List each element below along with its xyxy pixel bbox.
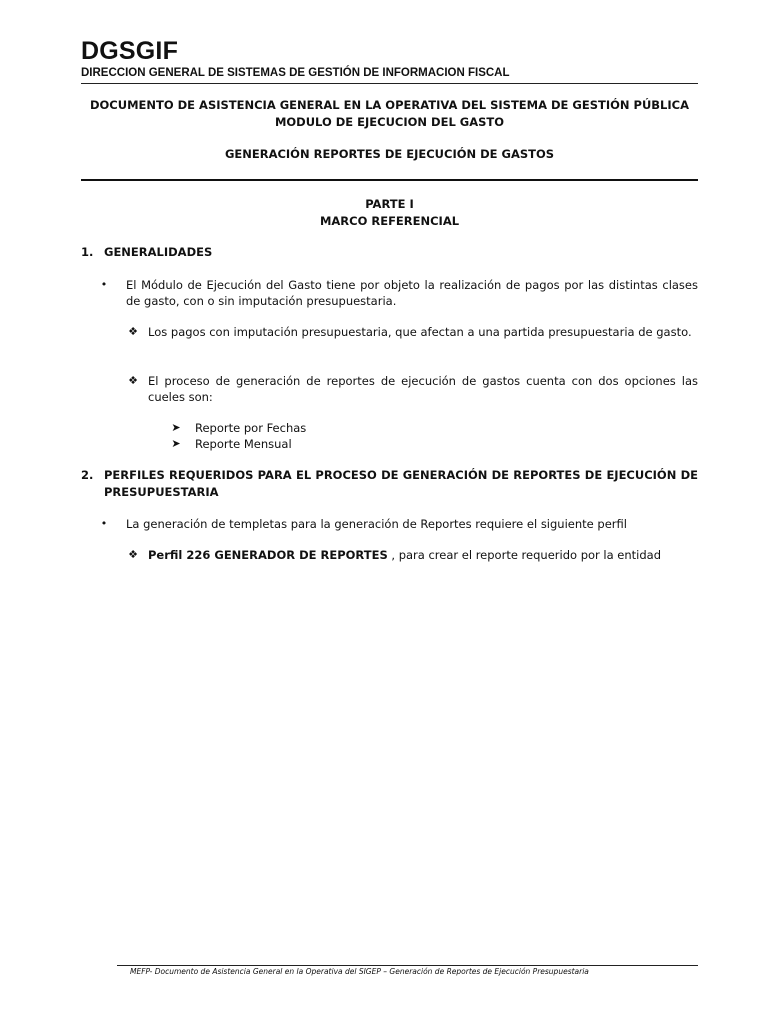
bullet-marker: • [100, 278, 108, 291]
diamond-bullet-icon: ❖ [128, 374, 138, 387]
section-2-heading-line1: PERFILES REQUERIDOS PARA EL PROCESO DE GENERACIÓN DE REPORTES DE EJECUCIÓN DE [104, 468, 698, 482]
section-2-heading-line2: PRESUPUESTARIA [104, 485, 219, 499]
section-2-bullet-text: La generación de templetas para la generación de Reportes requiere el siguiente perfil [126, 517, 627, 531]
part-label: PARTE I [365, 197, 414, 211]
option-report-by-dates: Reporte por Fechas [195, 421, 307, 435]
footer-divider [117, 965, 698, 966]
arrow-bullet-icon: ➤ [171, 421, 181, 434]
sub-bullet-text-2: El proceso de generación de reportes de ejecución de gastos cuenta con dos opciones las cueles son: [148, 374, 698, 404]
title-divider [81, 179, 698, 181]
document-title-line1: DOCUMENTO DE ASISTENCIA GENERAL EN LA OPERATIVA DEL SISTEMA DE GESTIÓN PÚBLICA [89, 98, 689, 112]
header-divider [81, 83, 698, 84]
arrow-bullet-icon: ➤ [171, 437, 181, 450]
section-1-heading: GENERALIDADES [104, 245, 213, 259]
bullet-marker: • [100, 517, 108, 530]
document-subtitle: GENERACIÓN REPORTES DE EJECUCIÓN DE GASTOS [224, 147, 555, 161]
profile-purpose: , para crear el reporte requerido por la entidad [387, 548, 662, 562]
organization-acronym: DGSGIF [81, 37, 179, 65]
diamond-bullet-icon: ❖ [128, 548, 138, 561]
option-monthly-report: Reporte Mensual [195, 437, 292, 451]
section-2-number: 2. [81, 468, 94, 482]
sub-bullet-text-1: Los pagos con imputación presupuestaria, que afectan a una partida presupuestaria de gasto. [148, 325, 692, 339]
required-profile [148, 547, 661, 563]
diamond-bullet-icon: ❖ [128, 325, 138, 338]
section-1-number: 1. [81, 245, 94, 259]
section-1-bullet-text: El Módulo de Ejecución del Gasto tiene por objeto la realización de pagos por las distintas clases de gasto, con o sin imputación presupuestaria. [126, 278, 698, 308]
page-footer: MEFP- Documento de Asistencia General en la Operativa del SIGEP – Generación de Reportes de Ejecución Presupuestaria [130, 967, 589, 976]
part-name: MARCO REFERENCIAL [319, 214, 460, 228]
document-title-line2: MODULO DE EJECUCION DEL GASTO [274, 115, 505, 129]
profile-name: Perfil 226 GENERADOR DE REPORTES [148, 548, 388, 562]
organization-full-name: DIRECCION GENERAL DE SISTEMAS DE GESTIÓN DE INFORMACION FISCAL [81, 67, 510, 79]
